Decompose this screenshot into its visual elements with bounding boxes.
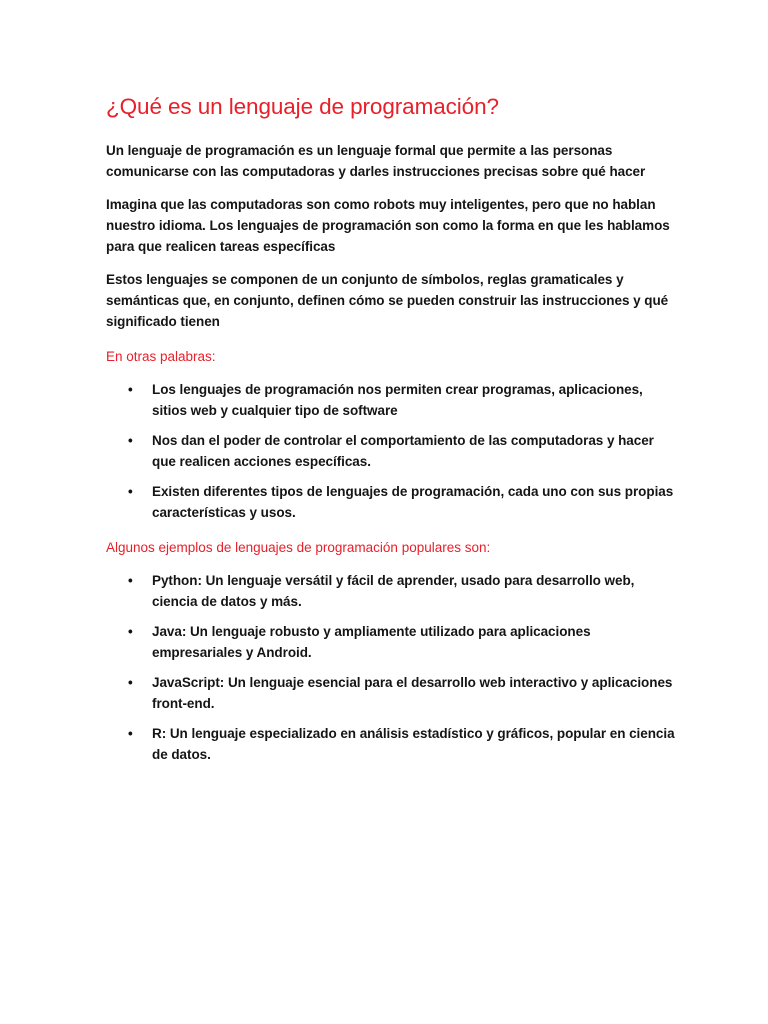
bullet-icon: • <box>128 382 133 397</box>
bullet-icon: • <box>128 675 133 690</box>
paragraph-composition: Estos lenguajes se componen de un conjunto de símbolos, reglas gramaticales y semánticas que, en conjunto, definen cómo se pueden construir las instrucciones y qué significado tienen <box>106 272 669 329</box>
list-item <box>106 723 678 765</box>
document-title: ¿Qué es un lenguaje de programación? <box>106 94 499 119</box>
list-item-text: Nos dan el poder de controlar el comportamiento de las computadoras y hacer que realicen acciones específicas. <box>152 433 654 469</box>
list-item <box>106 570 678 612</box>
list-item-text: Python: Un lenguaje versátil y fácil de aprender, usado para desarrollo web, ciencia de datos y más. <box>152 573 635 609</box>
list-item <box>106 430 678 472</box>
bullet-icon: • <box>128 573 133 588</box>
bullet-list-other-words <box>106 379 678 523</box>
bullet-list-examples <box>106 570 678 765</box>
section-heading-examples: Algunos ejemplos de lenguajes de programación populares son: <box>106 540 491 555</box>
list-item <box>106 672 678 714</box>
list-item-text: R: Un lenguaje especializado en análisis estadístico y gráficos, popular en ciencia de datos. <box>152 726 675 762</box>
list-item-text: Los lenguajes de programación nos permiten crear programas, aplicaciones, sitios web y cualquier tipo de software <box>152 382 643 418</box>
list-item-text: Existen diferentes tipos de lenguajes de programación, cada uno con sus propias características y usos. <box>152 484 674 520</box>
list-item <box>106 481 678 523</box>
bullet-icon: • <box>128 433 133 448</box>
paragraph-definition: Un lenguaje de programación es un lenguaje formal que permite a las personas comunicarse con las computadoras y darles instrucciones precisas sobre qué hacer <box>106 143 646 179</box>
bullet-icon: • <box>128 484 133 499</box>
list-item-text: Java: Un lenguaje robusto y ampliamente utilizado para aplicaciones empresariales y Android. <box>152 624 591 660</box>
section-heading-other-words: En otras palabras: <box>106 349 216 364</box>
list-item <box>106 379 678 421</box>
list-item <box>106 621 678 663</box>
list-item-text: JavaScript: Un lenguaje esencial para el desarrollo web interactivo y aplicaciones front-end. <box>152 675 673 711</box>
bullet-icon: • <box>128 624 133 639</box>
paragraph-analogy: Imagina que las computadoras son como robots muy inteligentes, pero que no hablan nuestro idioma. Los lenguajes de programación son como la forma en que les hablamos para que realicen tareas específicas <box>106 197 670 254</box>
bullet-icon: • <box>128 726 133 741</box>
